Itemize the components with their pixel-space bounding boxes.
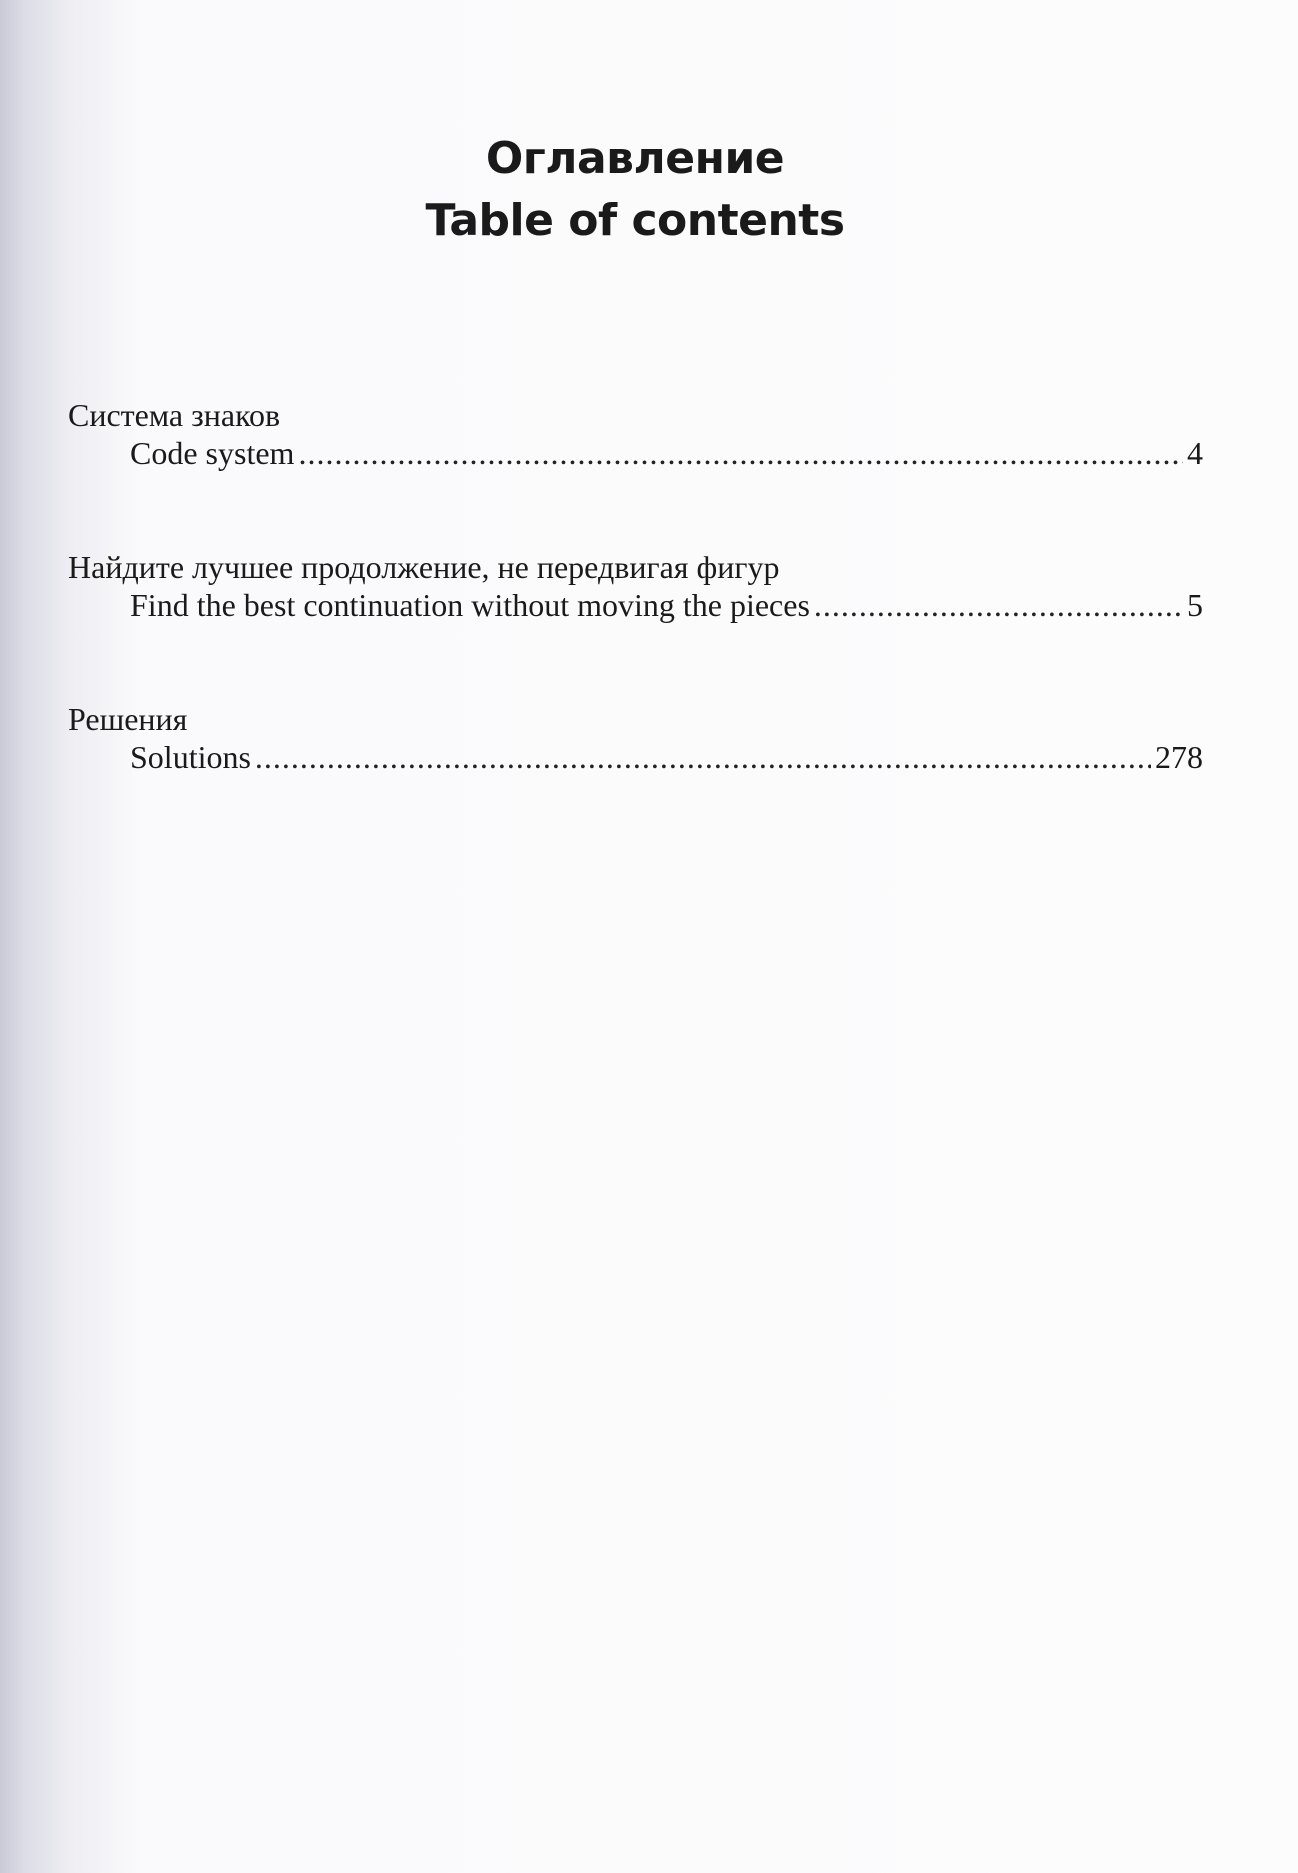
dot-leader: [814, 586, 1183, 624]
toc-entry-best-continuation: [68, 548, 1203, 624]
toc-entry-solutions: [68, 700, 1203, 776]
toc-entry-heading-en: Code system: [130, 435, 295, 471]
toc-entry-heading-ru: Система знаков: [68, 397, 281, 433]
toc-entry-code-system: [68, 396, 1203, 472]
title-english: Table of contents: [425, 195, 845, 246]
page-title: [0, 128, 1270, 252]
title-russian: Оглавление: [485, 133, 785, 184]
dot-leader: [255, 738, 1151, 776]
toc-entry-link-best-continuation[interactable]: [68, 586, 1203, 624]
toc-entry-heading-ru: Решения: [68, 701, 188, 737]
toc-entry-link-solutions[interactable]: [68, 738, 1203, 776]
toc-entry-link-code-system[interactable]: [68, 434, 1203, 472]
toc-entry-heading-en: Find the best continuation without moving the pieces: [130, 587, 810, 623]
toc-entry-page-number: 278: [1155, 739, 1203, 775]
toc-entry-page-number: 5: [1187, 587, 1203, 623]
dot-leader: [298, 434, 1183, 472]
table-of-contents: [68, 396, 1203, 852]
toc-entry-heading-en: Solutions: [130, 739, 251, 775]
toc-entry-page-number: 4: [1187, 435, 1203, 471]
toc-entry-heading-ru: Найдите лучшее продолжение, не передвигая фигур: [68, 549, 780, 585]
